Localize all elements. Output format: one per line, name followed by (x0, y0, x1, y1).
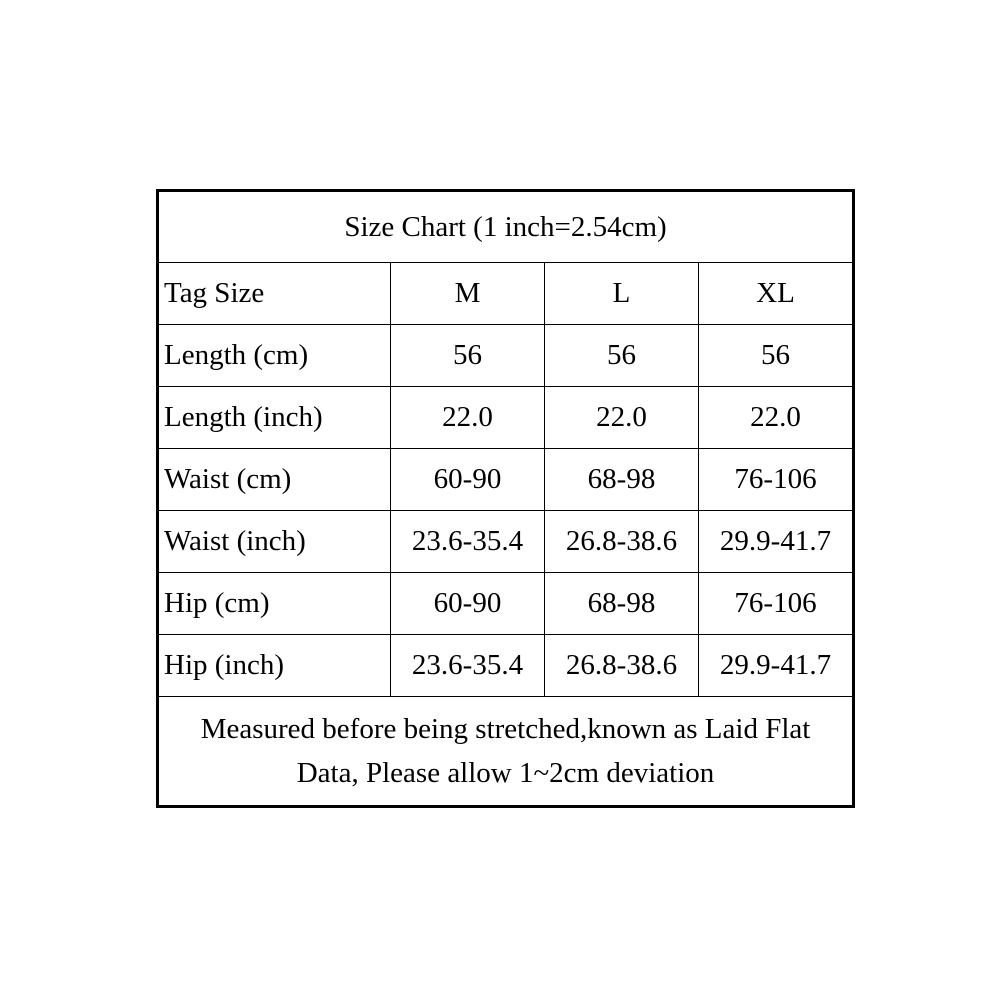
row-label: Length (cm) (158, 325, 391, 387)
table-row (158, 573, 854, 635)
cell-l: 68-98 (545, 573, 699, 635)
cell-l: 56 (545, 325, 699, 387)
cell-xl: 76-106 (699, 449, 854, 511)
table-row (158, 387, 854, 449)
note-line-2: Data, Please allow 1~2cm deviation (296, 757, 715, 789)
chart-title: Size Chart (1 inch=2.54cm) (158, 191, 854, 263)
cell-m: 23.6-35.4 (391, 511, 545, 573)
row-label: Length (inch) (158, 387, 391, 449)
header-label: Tag Size (158, 263, 391, 325)
cell-xl: 29.9-41.7 (699, 511, 854, 573)
size-xl-header: XL (699, 263, 854, 325)
cell-xl: 56 (699, 325, 854, 387)
table-row (158, 449, 854, 511)
title-row (158, 191, 854, 263)
cell-m: 56 (391, 325, 545, 387)
row-label: Hip (inch) (158, 635, 391, 697)
size-l-header: L (545, 263, 699, 325)
row-label: Waist (inch) (158, 511, 391, 573)
cell-l: 26.8-38.6 (545, 511, 699, 573)
cell-m: 22.0 (391, 387, 545, 449)
row-label: Waist (cm) (158, 449, 391, 511)
cell-m: 23.6-35.4 (391, 635, 545, 697)
header-row (158, 263, 854, 325)
table-row (158, 635, 854, 697)
cell-m: 60-90 (391, 449, 545, 511)
note-line-1: Measured before being stretched,known as Laid Flat (200, 713, 811, 745)
row-label: Hip (cm) (158, 573, 391, 635)
cell-l: 68-98 (545, 449, 699, 511)
size-m-header: M (391, 263, 545, 325)
size-chart-table (156, 189, 855, 808)
cell-xl: 29.9-41.7 (699, 635, 854, 697)
measurement-note (158, 697, 854, 807)
cell-xl: 76-106 (699, 573, 854, 635)
cell-l: 26.8-38.6 (545, 635, 699, 697)
note-row (158, 697, 854, 807)
cell-xl: 22.0 (699, 387, 854, 449)
cell-l: 22.0 (545, 387, 699, 449)
table-row (158, 511, 854, 573)
cell-m: 60-90 (391, 573, 545, 635)
table-row (158, 325, 854, 387)
